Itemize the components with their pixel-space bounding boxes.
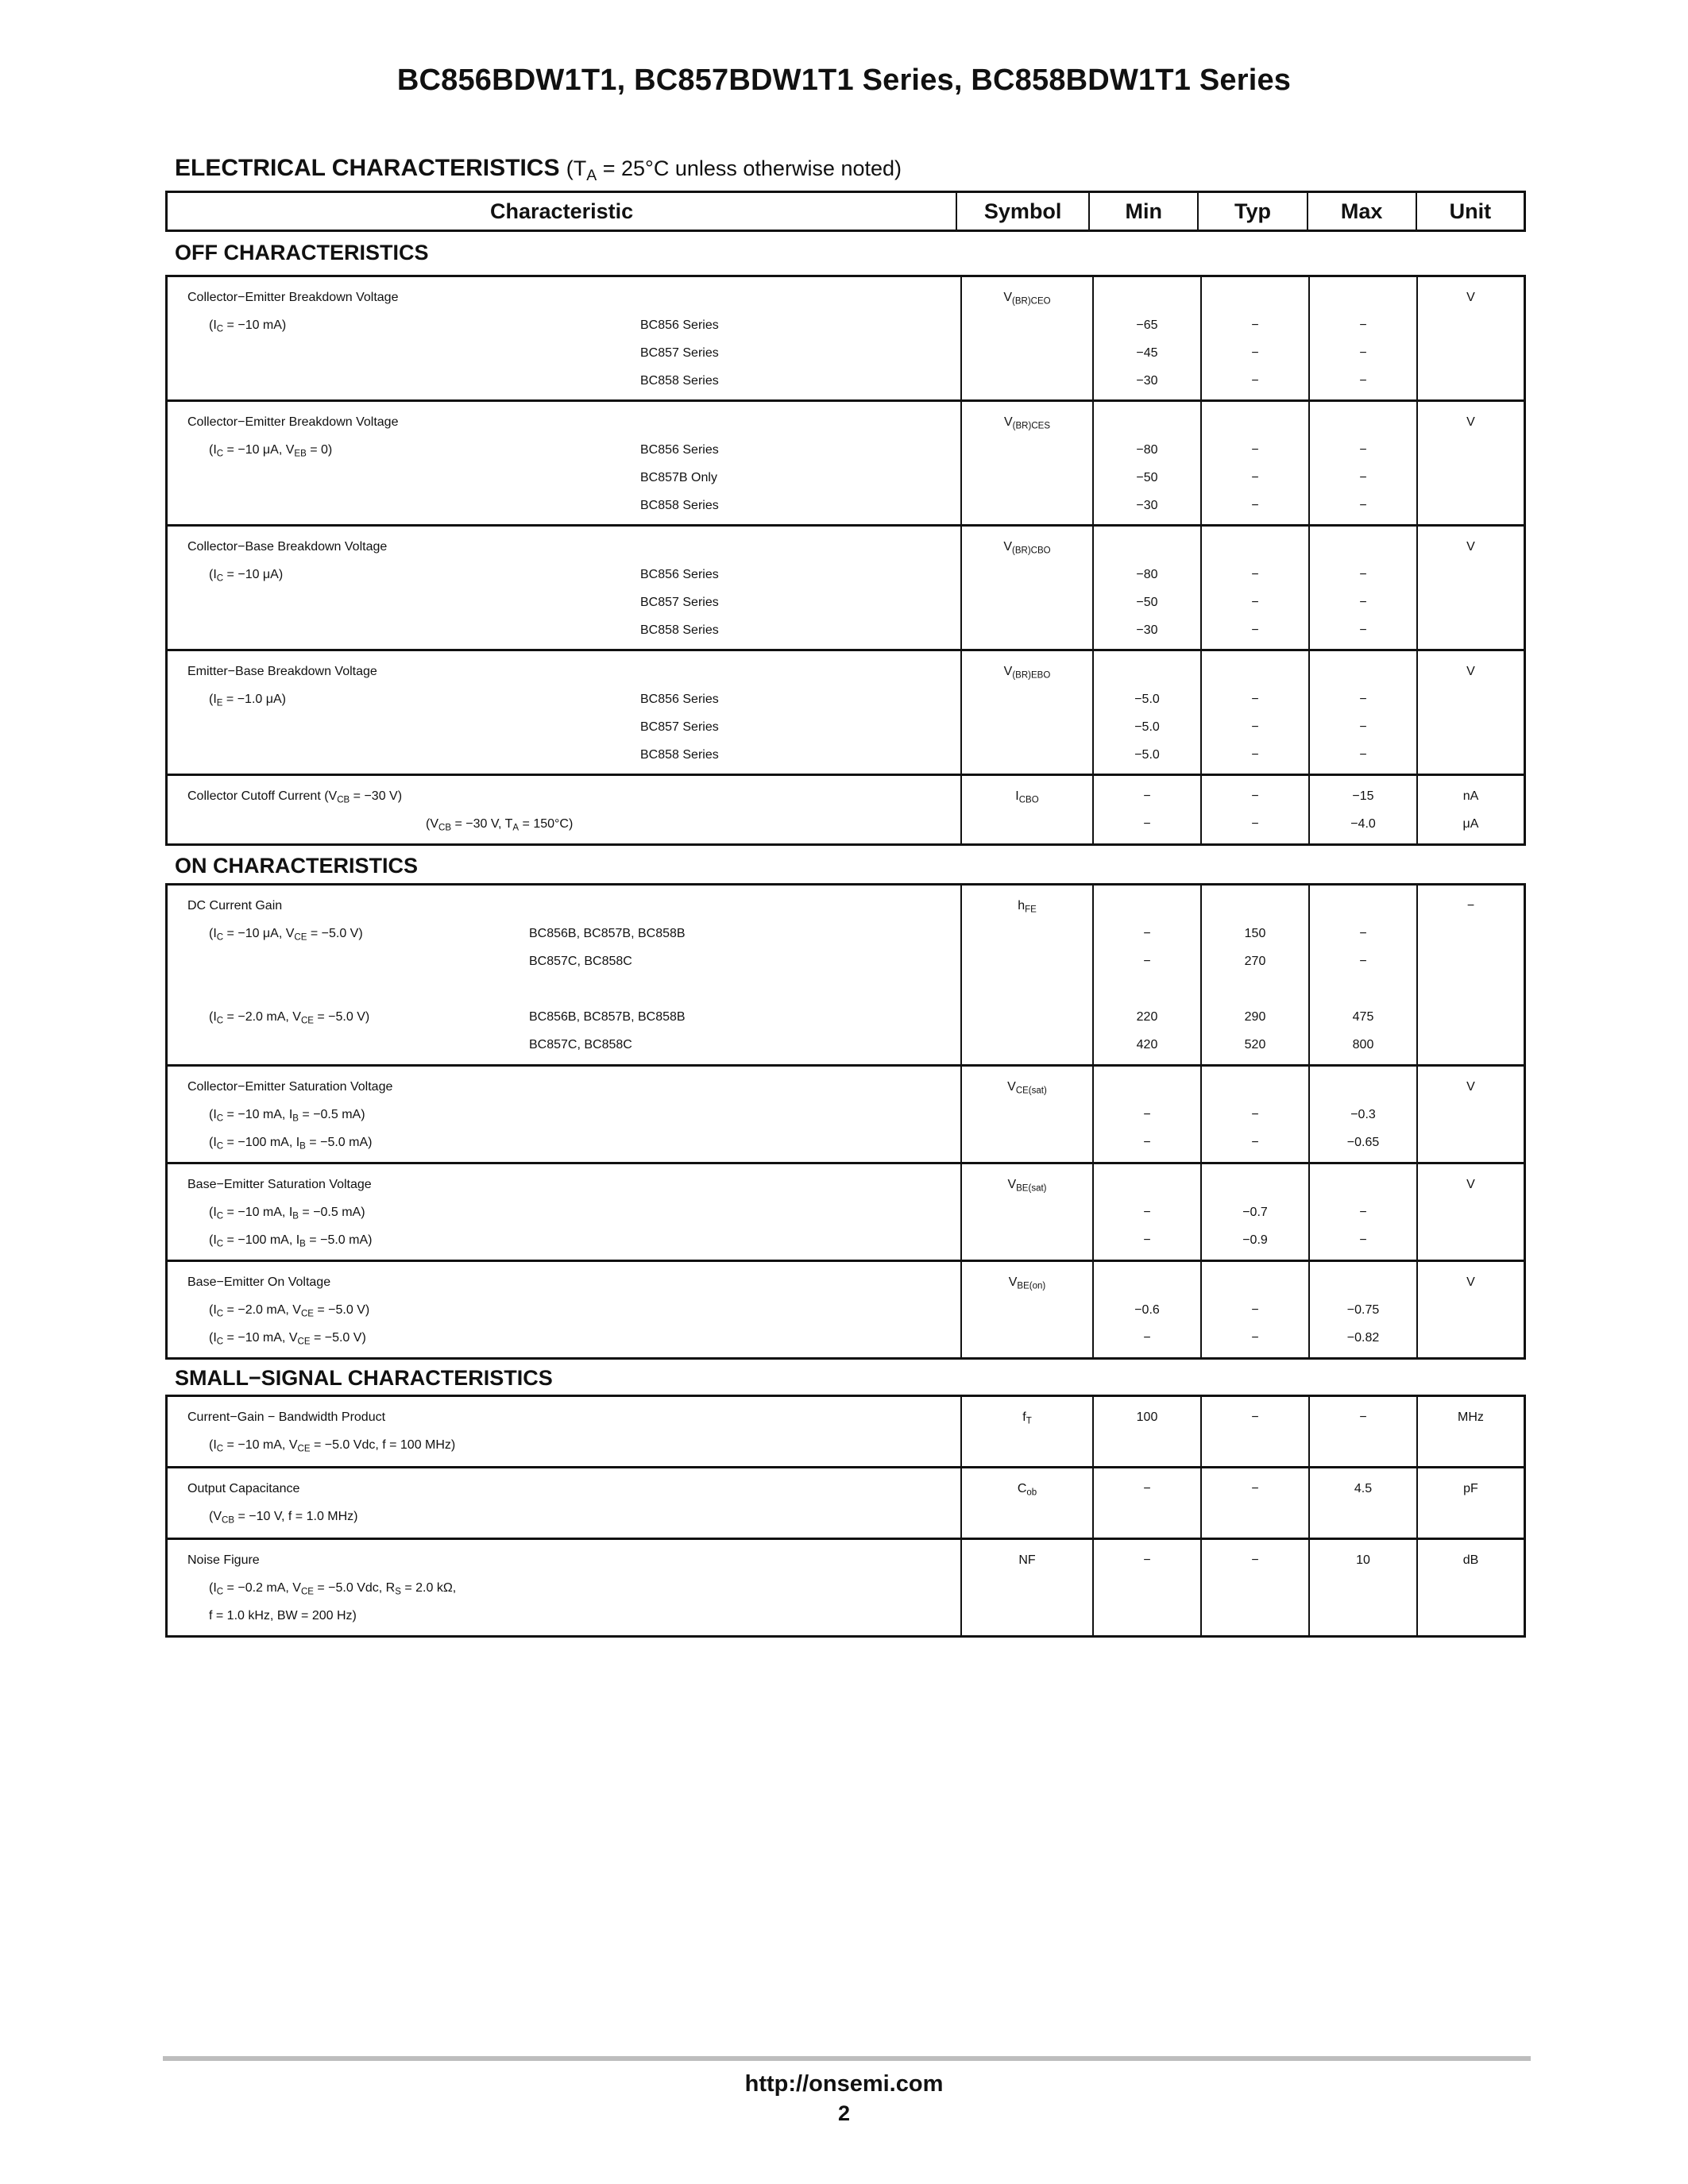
test-condition: ($I_C = -100$ mA, $I_B = -5.0$ mA) — [209, 1233, 373, 1249]
characteristic-name: DC Current Gain — [187, 899, 283, 913]
symbol: $V_{BE(sat)}$ — [1007, 1178, 1047, 1194]
test-condition: ($I_C = -10$ mA, $I_B = -0.5$ mA) — [209, 1206, 365, 1221]
part-numbers: BC856B, BC857B, BC858B — [529, 927, 686, 940]
max-value: − — [1359, 955, 1367, 968]
test-condition: ($I_C = -10$ mA, $V_{CE} = -5.0$ Vdc, f = 100 MHz) — [209, 1438, 456, 1454]
min-value: −30 — [1136, 623, 1158, 637]
max-value: − — [1359, 596, 1367, 609]
section-small-signal-characteristics: SMALL−SIGNAL CHARACTERISTICS — [175, 1366, 553, 1390]
characteristic-name: Current−Gain − Bandwidth Product — [187, 1410, 386, 1424]
max-value: − — [1359, 1233, 1367, 1247]
min-value: −30 — [1136, 499, 1158, 512]
max-value: −15 — [1352, 789, 1374, 803]
typ-value: − — [1251, 789, 1259, 803]
min-value: 420 — [1136, 1038, 1158, 1051]
max-value: − — [1359, 318, 1367, 332]
part-numbers: BC857C, BC858C — [529, 955, 632, 968]
characteristic-name: Base−Emitter Saturation Voltage — [187, 1178, 372, 1191]
symbol: $C_{ob}$ — [1017, 1482, 1037, 1498]
typ-value: 150 — [1244, 927, 1266, 940]
typ-value: − — [1251, 1136, 1259, 1149]
symbol: $V_{(BR)CBO}$ — [1003, 540, 1051, 556]
typ-value: − — [1251, 748, 1259, 762]
symbol: $V_{(BR)EBO}$ — [1003, 665, 1051, 681]
min-value: 100 — [1136, 1410, 1158, 1424]
min-value: −50 — [1136, 471, 1158, 484]
typ-value: − — [1251, 1331, 1259, 1345]
max-value: − — [1359, 748, 1367, 762]
table-row — [165, 1162, 1526, 1262]
table-row — [165, 883, 1526, 1067]
typ-value: − — [1251, 1553, 1259, 1567]
test-condition: ($I_C = -10$ mA, $V_{CE} = -5.0$ V) — [209, 1331, 366, 1347]
unit: dB — [1462, 1553, 1479, 1567]
symbol: $I_{CBO}$ — [1015, 789, 1039, 805]
table-header — [165, 191, 1526, 232]
column-header-symbol: Symbol — [956, 193, 1088, 230]
symbol: $V_{CE(sat)}$ — [1007, 1080, 1047, 1096]
min-value: −65 — [1136, 318, 1158, 332]
typ-value: − — [1251, 623, 1259, 637]
test-condition: ($I_C = -10$ mA, $I_B = -0.5$ mA) — [209, 1108, 365, 1124]
table-row — [165, 275, 1526, 402]
series-label: BC857 Series — [640, 596, 719, 609]
table-row — [165, 1260, 1526, 1360]
typ-value: − — [1251, 720, 1259, 734]
max-value: −0.3 — [1350, 1108, 1376, 1121]
symbol: $V_{BE(on)}$ — [1008, 1275, 1046, 1291]
series-label: BC856 Series — [640, 568, 719, 581]
unit: − — [1466, 899, 1475, 913]
min-value: − — [1143, 1553, 1151, 1567]
max-value: − — [1359, 471, 1367, 484]
min-value: − — [1143, 955, 1151, 968]
min-value: − — [1143, 1206, 1151, 1219]
section-on-characteristics: ON CHARACTERISTICS — [175, 854, 419, 878]
typ-value: − — [1251, 817, 1259, 831]
typ-value: − — [1251, 1108, 1259, 1121]
min-value: − — [1143, 1108, 1151, 1121]
unit: V — [1466, 1275, 1475, 1289]
series-label: BC858 Series — [640, 499, 719, 512]
typ-value: − — [1251, 443, 1259, 457]
page-title: BC856BDW1T1, BC857BDW1T1 Series, BC858BDW1T1 Series — [396, 64, 1292, 97]
characteristic-name: Collector−Base Breakdown Voltage — [187, 540, 388, 554]
min-value: −50 — [1136, 596, 1158, 609]
min-value: − — [1143, 1136, 1151, 1149]
characteristic-name: Output Capacitance — [187, 1482, 300, 1495]
part-numbers: BC856B, BC857B, BC858B — [529, 1010, 686, 1024]
symbol: NF — [1018, 1553, 1036, 1567]
test-condition: ($I_C = -100$ mA, $I_B = -5.0$ mA) — [209, 1136, 373, 1152]
unit: V — [1466, 291, 1475, 304]
series-label: BC856 Series — [640, 443, 719, 457]
typ-value: − — [1251, 318, 1259, 332]
min-value: − — [1143, 1233, 1151, 1247]
table-row — [165, 1064, 1526, 1164]
series-label: BC858 Series — [640, 748, 719, 762]
min-value: −5.0 — [1134, 720, 1160, 734]
characteristic-name: Collector−Emitter Breakdown Voltage — [187, 415, 399, 429]
test-condition: ($V_{CB} = -30$ V, $T_A = 150^\circ C$) — [426, 817, 574, 833]
series-label: BC858 Series — [640, 374, 719, 388]
min-value: −80 — [1136, 443, 1158, 457]
test-condition: ($I_E = -1.0$ μA) — [209, 693, 286, 708]
min-value: −45 — [1136, 346, 1158, 360]
typ-value: − — [1251, 596, 1259, 609]
typ-value: −0.9 — [1242, 1233, 1268, 1247]
typ-value: − — [1251, 1410, 1259, 1424]
typ-value: − — [1251, 568, 1259, 581]
max-value: − — [1359, 568, 1367, 581]
page-number: 2 — [837, 2101, 851, 2125]
max-value: 800 — [1352, 1038, 1374, 1051]
max-value: 10 — [1356, 1553, 1370, 1567]
max-value: − — [1359, 443, 1367, 457]
column-header-typ: Typ — [1197, 193, 1306, 230]
typ-value: − — [1251, 1303, 1259, 1317]
unit: V — [1466, 415, 1475, 429]
characteristic-name: Collector Cutoff Current ($V_{CB} = -30$ V) — [187, 789, 403, 805]
max-value: − — [1359, 499, 1367, 512]
footer-divider — [163, 2056, 1531, 2061]
table-row — [165, 1466, 1526, 1540]
min-value: 220 — [1136, 1010, 1158, 1024]
characteristic-name: Collector−Emitter Breakdown Voltage — [187, 291, 399, 304]
footer-url-link[interactable]: http://onsemi.com — [744, 2071, 944, 2097]
heading-condition: ($T_A = 25^\circ C$ unless otherwise noted) — [566, 156, 902, 184]
test-condition: ($V_{CB} = -10$ V, f = 1.0 MHz) — [209, 1510, 358, 1526]
min-value: −30 — [1136, 374, 1158, 388]
min-value: −80 — [1136, 568, 1158, 581]
characteristic-name: Collector−Emitter Saturation Voltage — [187, 1080, 393, 1094]
table-row — [165, 1395, 1526, 1468]
part-numbers: BC857C, BC858C — [529, 1038, 632, 1051]
symbol: $h_{FE}$ — [1018, 899, 1037, 915]
heading-main: ELECTRICAL CHARACTERISTICS — [175, 155, 560, 181]
max-value: −0.75 — [1346, 1303, 1380, 1317]
test-condition: ($I_C = -10$ μA, $V_{EB} = 0$) — [209, 443, 333, 459]
unit: μA — [1462, 817, 1479, 831]
characteristic-name: Emitter−Base Breakdown Voltage — [187, 665, 377, 678]
symbol: $f_T$ — [1022, 1410, 1032, 1426]
typ-value: − — [1251, 374, 1259, 388]
characteristic-name: Base−Emitter On Voltage — [187, 1275, 331, 1289]
min-value: − — [1143, 1482, 1151, 1495]
min-value: − — [1143, 789, 1151, 803]
series-label: BC857 Series — [640, 720, 719, 734]
table-row — [165, 399, 1526, 527]
test-condition: ($I_C = -0.2$ mA, $V_{CE} = -5.0$ Vdc, $R_S = 2.0$ kΩ, — [209, 1581, 457, 1597]
column-header-max: Max — [1307, 193, 1416, 230]
min-value: − — [1143, 817, 1151, 831]
test-condition: ($I_C = -10$ μA) — [209, 568, 284, 584]
min-value: −5.0 — [1134, 693, 1160, 706]
max-value: − — [1359, 1206, 1367, 1219]
test-condition: ($I_C = -2.0$ mA, $V_{CE} = -5.0$ V) — [209, 1010, 370, 1026]
series-label: BC856 Series — [640, 693, 719, 706]
series-label: BC856 Series — [640, 318, 719, 332]
max-value: − — [1359, 720, 1367, 734]
unit: V — [1466, 1080, 1475, 1094]
max-value: − — [1359, 374, 1367, 388]
max-value: −4.0 — [1350, 817, 1376, 831]
max-value: − — [1359, 623, 1367, 637]
table-row — [165, 524, 1526, 651]
unit: pF — [1463, 1482, 1478, 1495]
unit: nA — [1462, 789, 1479, 803]
electrical-characteristics-heading — [175, 155, 902, 182]
series-label: BC857 Series — [640, 346, 719, 360]
typ-value: 270 — [1244, 955, 1266, 968]
max-value: − — [1359, 927, 1367, 940]
typ-value: − — [1251, 471, 1259, 484]
test-condition: f = 1.0 kHz, BW = 200 Hz) — [209, 1609, 357, 1623]
typ-value: − — [1251, 1482, 1259, 1495]
series-label: BC857B Only — [640, 471, 717, 484]
min-value: − — [1143, 1331, 1151, 1345]
min-value: −0.6 — [1134, 1303, 1160, 1317]
symbol: $V_{(BR)CES}$ — [1003, 415, 1051, 431]
typ-value: − — [1251, 693, 1259, 706]
section-off-characteristics: OFF CHARACTERISTICS — [175, 241, 429, 264]
max-value: −0.65 — [1346, 1136, 1380, 1149]
typ-value: 290 — [1244, 1010, 1266, 1024]
characteristic-name: Noise Figure — [187, 1553, 260, 1567]
max-value: 4.5 — [1354, 1482, 1373, 1495]
unit: V — [1466, 1178, 1475, 1191]
table-row — [165, 774, 1526, 846]
max-value: −0.82 — [1346, 1331, 1380, 1345]
typ-value: 520 — [1244, 1038, 1266, 1051]
column-header-unit: Unit — [1416, 193, 1524, 230]
unit: V — [1466, 665, 1475, 678]
min-value: −5.0 — [1134, 748, 1160, 762]
typ-value: − — [1251, 499, 1259, 512]
column-header-characteristic: Characteristic — [490, 199, 634, 223]
max-value: − — [1359, 346, 1367, 360]
table-row — [165, 649, 1526, 776]
series-label: BC858 Series — [640, 623, 719, 637]
unit: MHz — [1458, 1410, 1484, 1424]
table-row — [165, 1538, 1526, 1638]
max-value: − — [1359, 1410, 1367, 1424]
max-value: 475 — [1352, 1010, 1374, 1024]
test-condition: ($I_C = -10$ mA) — [209, 318, 287, 334]
column-header-min: Min — [1088, 193, 1197, 230]
unit: V — [1466, 540, 1475, 554]
test-condition: ($I_C = -2.0$ mA, $V_{CE} = -5.0$ V) — [209, 1303, 370, 1319]
typ-value: − — [1251, 346, 1259, 360]
test-condition: ($I_C = -10$ μA, $V_{CE} = -5.0$ V) — [209, 927, 363, 943]
typ-value: −0.7 — [1242, 1206, 1268, 1219]
min-value: − — [1143, 927, 1151, 940]
symbol: $V_{(BR)CEO}$ — [1003, 291, 1051, 307]
max-value: − — [1359, 693, 1367, 706]
